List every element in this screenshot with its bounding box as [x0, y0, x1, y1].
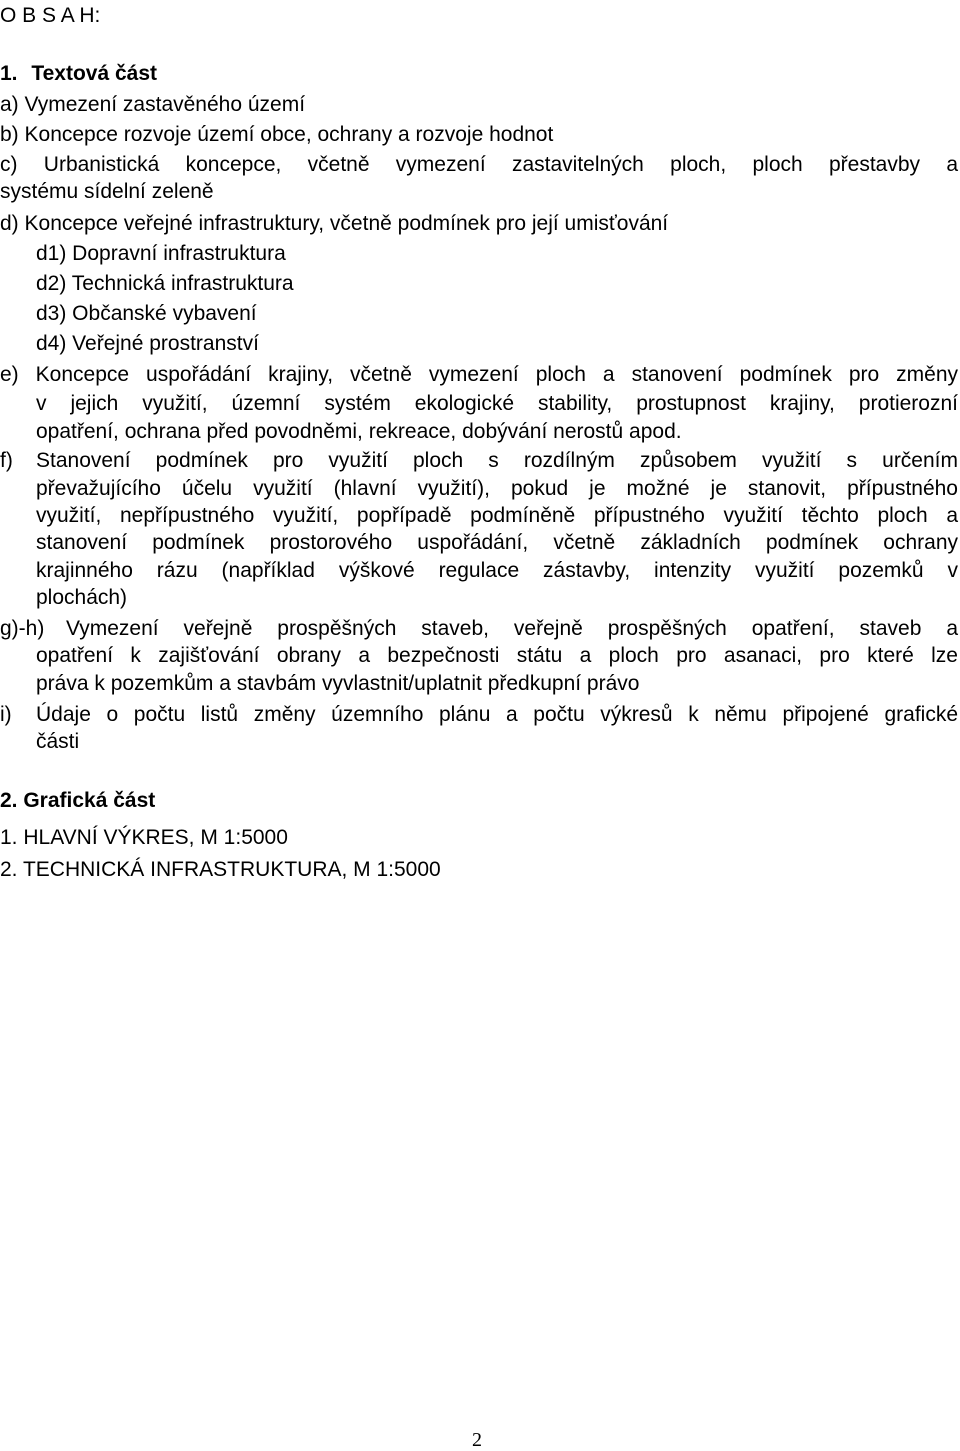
item-f-line-2: převažujícího účelu využití (hlavní využití), pokud je možné je stanovit, přípustného: [36, 477, 958, 500]
item-f-label: f): [0, 449, 13, 472]
item-gh-label: g)-h): [0, 617, 45, 640]
item-f-line-5: krajinného rázu (například výškové regulace zástavby, intenzity využití pozemků v: [36, 559, 958, 582]
item-e-line-3: opatření, ochrana před povodněmi, rekreace, dobývání nerostů apod.: [36, 420, 682, 443]
item-f-line-1: Stanovení podmínek pro využití ploch s rozdílným způsobem využití s určením: [36, 449, 958, 472]
item-b: b) Koncepce rozvoje území obce, ochrany a rozvoje hodnot: [0, 123, 554, 146]
item-d3: d3) Občanské vybavení: [36, 302, 257, 325]
item-f-line-4: stanovení podmínek prostorového uspořádání, včetně základních podmínek ochrany: [36, 531, 958, 554]
item-e-line-1: e) Koncepce uspořádání krajiny, včetně vymezení ploch a stanovení podmínek pro změny: [0, 363, 958, 386]
drawing-item-1: 1. HLAVNÍ VÝKRES, M 1:5000: [0, 826, 288, 849]
section-1-number: 1.: [0, 62, 18, 85]
item-gh-line-2: opatření k zajišťování obrany a bezpečnosti státu a ploch pro asanaci, pro které lze: [36, 644, 958, 667]
item-i-label: i): [0, 703, 12, 726]
item-i-line-1: Údaje o počtu listů změny územního plánu a počtu výkresů k němu připojené grafické: [36, 703, 958, 726]
section-1-title: Textová část: [31, 62, 158, 85]
item-d4: d4) Veřejné prostranství: [36, 332, 259, 355]
section-1-heading: [0, 63, 157, 84]
item-gh-line-3: práva k pozemkům a stavbám vyvlastnit/uplatnit předkupní právo: [36, 672, 640, 695]
item-c-line-2: systému sídelní zeleně: [0, 180, 214, 203]
item-gh-line-1: Vymezení veřejně prospěšných staveb, veřejně prospěšných opatření, staveb a: [66, 617, 958, 640]
item-f-line-3: využití, nepřípustného využití, popřípadě podmíněně přípustného využití těchto ploch a: [36, 504, 958, 527]
drawing-item-2: 2. TECHNICKÁ INFRASTRUKTURA, M 1:5000: [0, 858, 441, 881]
item-d1: d1) Dopravní infrastruktura: [36, 242, 286, 265]
item-d: d) Koncepce veřejné infrastruktury, včetně podmínek pro její umisťování: [0, 212, 669, 235]
item-d2: d2) Technická infrastruktura: [36, 272, 294, 295]
item-i-line-2: části: [36, 730, 80, 753]
page-number: 2: [472, 1429, 482, 1451]
item-e-line-2: v jejich využití, územní systém ekologické stability, prostupnost krajiny, protierozní: [36, 392, 958, 415]
item-c-line-1: c) Urbanistická koncepce, včetně vymezení zastavitelných ploch, ploch přestavby a: [0, 153, 958, 176]
section-2-heading: 2. Grafická část: [0, 789, 156, 812]
item-a: a) Vymezení zastavěného území: [0, 93, 306, 116]
item-f-line-6: plochách): [36, 586, 128, 609]
contents-heading: O B S A H:: [0, 4, 101, 27]
